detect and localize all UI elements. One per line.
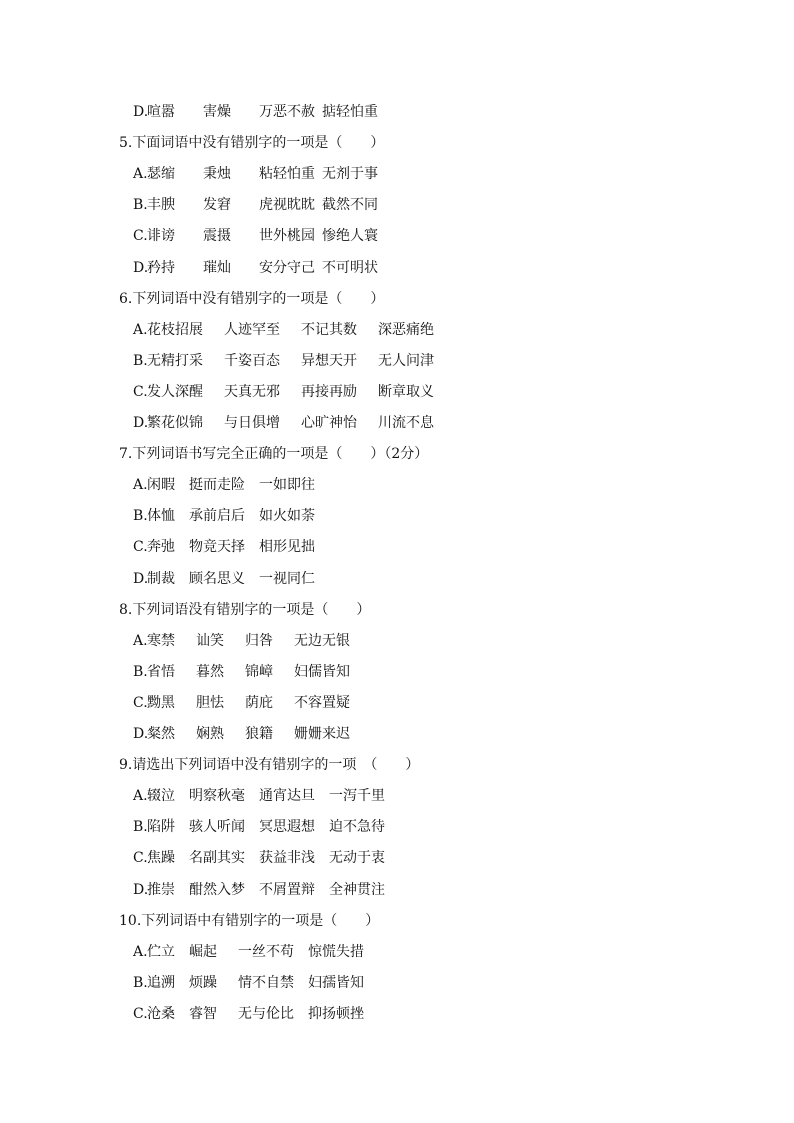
option-label: C. — [133, 539, 148, 556]
option-word: 省悟 — [147, 663, 175, 680]
question-stem: 8.下列词语没有错别字的一项是（ ） — [119, 601, 371, 618]
option-word: 丰腴 — [147, 197, 175, 214]
option-word: 无边无银 — [294, 632, 350, 649]
option-word: 异想天开 — [301, 352, 357, 369]
option-label: A. — [133, 477, 148, 494]
option-label: D. — [133, 881, 149, 898]
option-word: 物竞天择 — [189, 539, 245, 556]
option-word: 粘轻怕重 — [259, 166, 315, 183]
option-label: C. — [133, 694, 148, 711]
option-word: 一视同仁 — [259, 570, 315, 587]
option-word: 截然不同 — [322, 197, 378, 214]
option-word: 震摄 — [203, 228, 231, 245]
option-word: 无剂于事 — [322, 166, 378, 183]
option-label: A. — [133, 632, 148, 649]
option-label: A. — [133, 943, 148, 960]
option-word: 妇孺皆知 — [308, 974, 364, 991]
question-stem: 6.下列词语中没有错别字的一项是（ ） — [119, 290, 385, 307]
option-word: 狼籍 — [245, 726, 273, 742]
option-word: 掂轻怕重 — [322, 104, 378, 120]
option-word: 无精打采 — [147, 352, 203, 369]
option-word: 获益非浅 — [259, 850, 315, 867]
option-label: B. — [133, 663, 148, 680]
option-word: 荫庇 — [245, 694, 273, 711]
option-label: A. — [133, 788, 148, 805]
option-word: 娴熟 — [196, 726, 224, 742]
option-word: 辍泣 — [147, 788, 175, 805]
option-word: 一丝不苟 — [238, 943, 294, 960]
option-word: 断章取义 — [378, 383, 434, 400]
option-word: 惊慌失措 — [308, 943, 364, 960]
option-word: 黝黑 — [147, 694, 175, 711]
option-word: 与日俱增 — [224, 415, 280, 431]
option-word: 寒禁 — [147, 632, 175, 649]
option-word: 全神贯注 — [329, 881, 385, 898]
option-word: 不容置疑 — [294, 694, 350, 711]
option-word: 喧嚣 — [147, 104, 175, 120]
option-word: 归咎 — [245, 632, 273, 649]
option-label: A. — [133, 321, 148, 338]
option-label: A. — [133, 166, 148, 183]
option-label: C. — [133, 383, 148, 400]
option-label: C. — [133, 850, 148, 867]
option-word: 璀灿 — [203, 259, 231, 276]
option-word: 惨绝人寰 — [322, 228, 378, 245]
option-word: 无与伦比 — [238, 1005, 294, 1022]
option-word: 心旷神怡 — [301, 415, 357, 431]
question-stem: 9.请选出下列词语中没有错别字的一项 （ ） — [119, 757, 420, 774]
option-word: 挺而走险 — [189, 477, 245, 494]
option-word: 虎视眈眈 — [259, 197, 315, 214]
question-stem: 10.下列词语中有错别字的一项是（ ） — [119, 912, 380, 929]
option-word: 沧桑 — [147, 1005, 175, 1022]
option-word: 骇人听闻 — [189, 819, 245, 836]
option-word: 冥思遐想 — [259, 819, 315, 836]
option-word: 深恶痛绝 — [378, 321, 434, 338]
option-label: C. — [133, 228, 148, 245]
option-word: 川流不息 — [378, 415, 434, 431]
option-word: 天真无邪 — [224, 383, 280, 400]
option-word: 再接再励 — [301, 383, 357, 400]
option-label: B. — [133, 508, 148, 525]
option-word: 矜持 — [147, 259, 175, 276]
option-word: 姗姗来迟 — [294, 726, 350, 742]
option-label: D. — [133, 415, 149, 431]
option-word: 情不自禁 — [238, 974, 294, 991]
option-word: 粲然 — [147, 726, 175, 742]
option-word: 迫不急待 — [329, 819, 385, 836]
option-label: D. — [133, 259, 149, 276]
option-word: 瑟缩 — [147, 166, 175, 183]
option-word: 妇儒皆知 — [294, 663, 350, 680]
option-word: 烦躁 — [189, 974, 217, 991]
option-word: 秉烛 — [203, 166, 231, 183]
option-word: 相形见拙 — [259, 539, 315, 556]
option-word: 不记其数 — [301, 321, 357, 338]
option-word: 如火如荼 — [259, 508, 315, 525]
option-word: 发窘 — [203, 197, 231, 214]
option-word: 顾名思义 — [189, 570, 245, 587]
option-word: 承前启后 — [189, 508, 245, 525]
option-word: 诽谤 — [147, 228, 175, 245]
option-label: B. — [133, 352, 148, 369]
option-label: C. — [133, 1005, 148, 1022]
option-word: 世外桃园 — [259, 228, 315, 245]
option-word: 明察秋毫 — [189, 788, 245, 805]
option-word: 不屑置辩 — [259, 881, 315, 898]
option-word: 通宵达旦 — [259, 788, 315, 805]
option-word: 千姿百态 — [224, 352, 280, 369]
question-stem: 5.下面词语中没有错别字的一项是（ ） — [119, 135, 385, 152]
option-word: 讪笑 — [196, 632, 224, 649]
option-word: 安分守己 — [259, 259, 315, 276]
option-word: 制裁 — [147, 570, 175, 587]
option-label: D. — [133, 726, 149, 742]
option-word: 万恶不赦 — [259, 104, 315, 120]
option-word: 陷阱 — [147, 819, 175, 836]
option-word: 崛起 — [189, 943, 217, 960]
question-stem: 7.下列词语书写完全正确的一项是（ ）（2分） — [119, 446, 429, 463]
option-label: D. — [133, 104, 149, 120]
option-word: 一泻千里 — [329, 788, 385, 805]
option-word: 名副其实 — [189, 850, 245, 867]
option-word: 花枝招展 — [147, 321, 203, 338]
option-label: D. — [133, 570, 149, 587]
option-word: 推崇 — [147, 881, 175, 898]
option-word: 酣然入梦 — [189, 881, 245, 898]
option-word: 无动于衷 — [329, 850, 385, 867]
option-word: 一如即往 — [259, 477, 315, 494]
option-word: 无人问津 — [378, 352, 434, 369]
option-word: 抑扬顿挫 — [308, 1005, 364, 1022]
option-word: 繁花似锦 — [147, 415, 203, 431]
option-word: 害燥 — [203, 104, 231, 120]
option-word: 胆怯 — [196, 694, 224, 711]
option-word: 人迹罕至 — [224, 321, 280, 338]
option-word: 追溯 — [147, 974, 175, 991]
option-label: B. — [133, 197, 148, 214]
option-label: B. — [133, 974, 148, 991]
option-label: B. — [133, 819, 148, 836]
option-word: 奔弛 — [147, 539, 175, 556]
option-word: 发人深醒 — [147, 383, 203, 400]
option-word: 锦嶂 — [245, 663, 273, 680]
option-word: 体恤 — [147, 508, 175, 525]
option-word: 伫立 — [147, 943, 175, 960]
option-word: 闲暇 — [147, 477, 175, 494]
option-word: 睿智 — [189, 1005, 217, 1022]
option-word: 暮然 — [196, 663, 224, 680]
option-word: 焦躁 — [147, 850, 175, 867]
option-word: 不可明状 — [322, 259, 378, 276]
